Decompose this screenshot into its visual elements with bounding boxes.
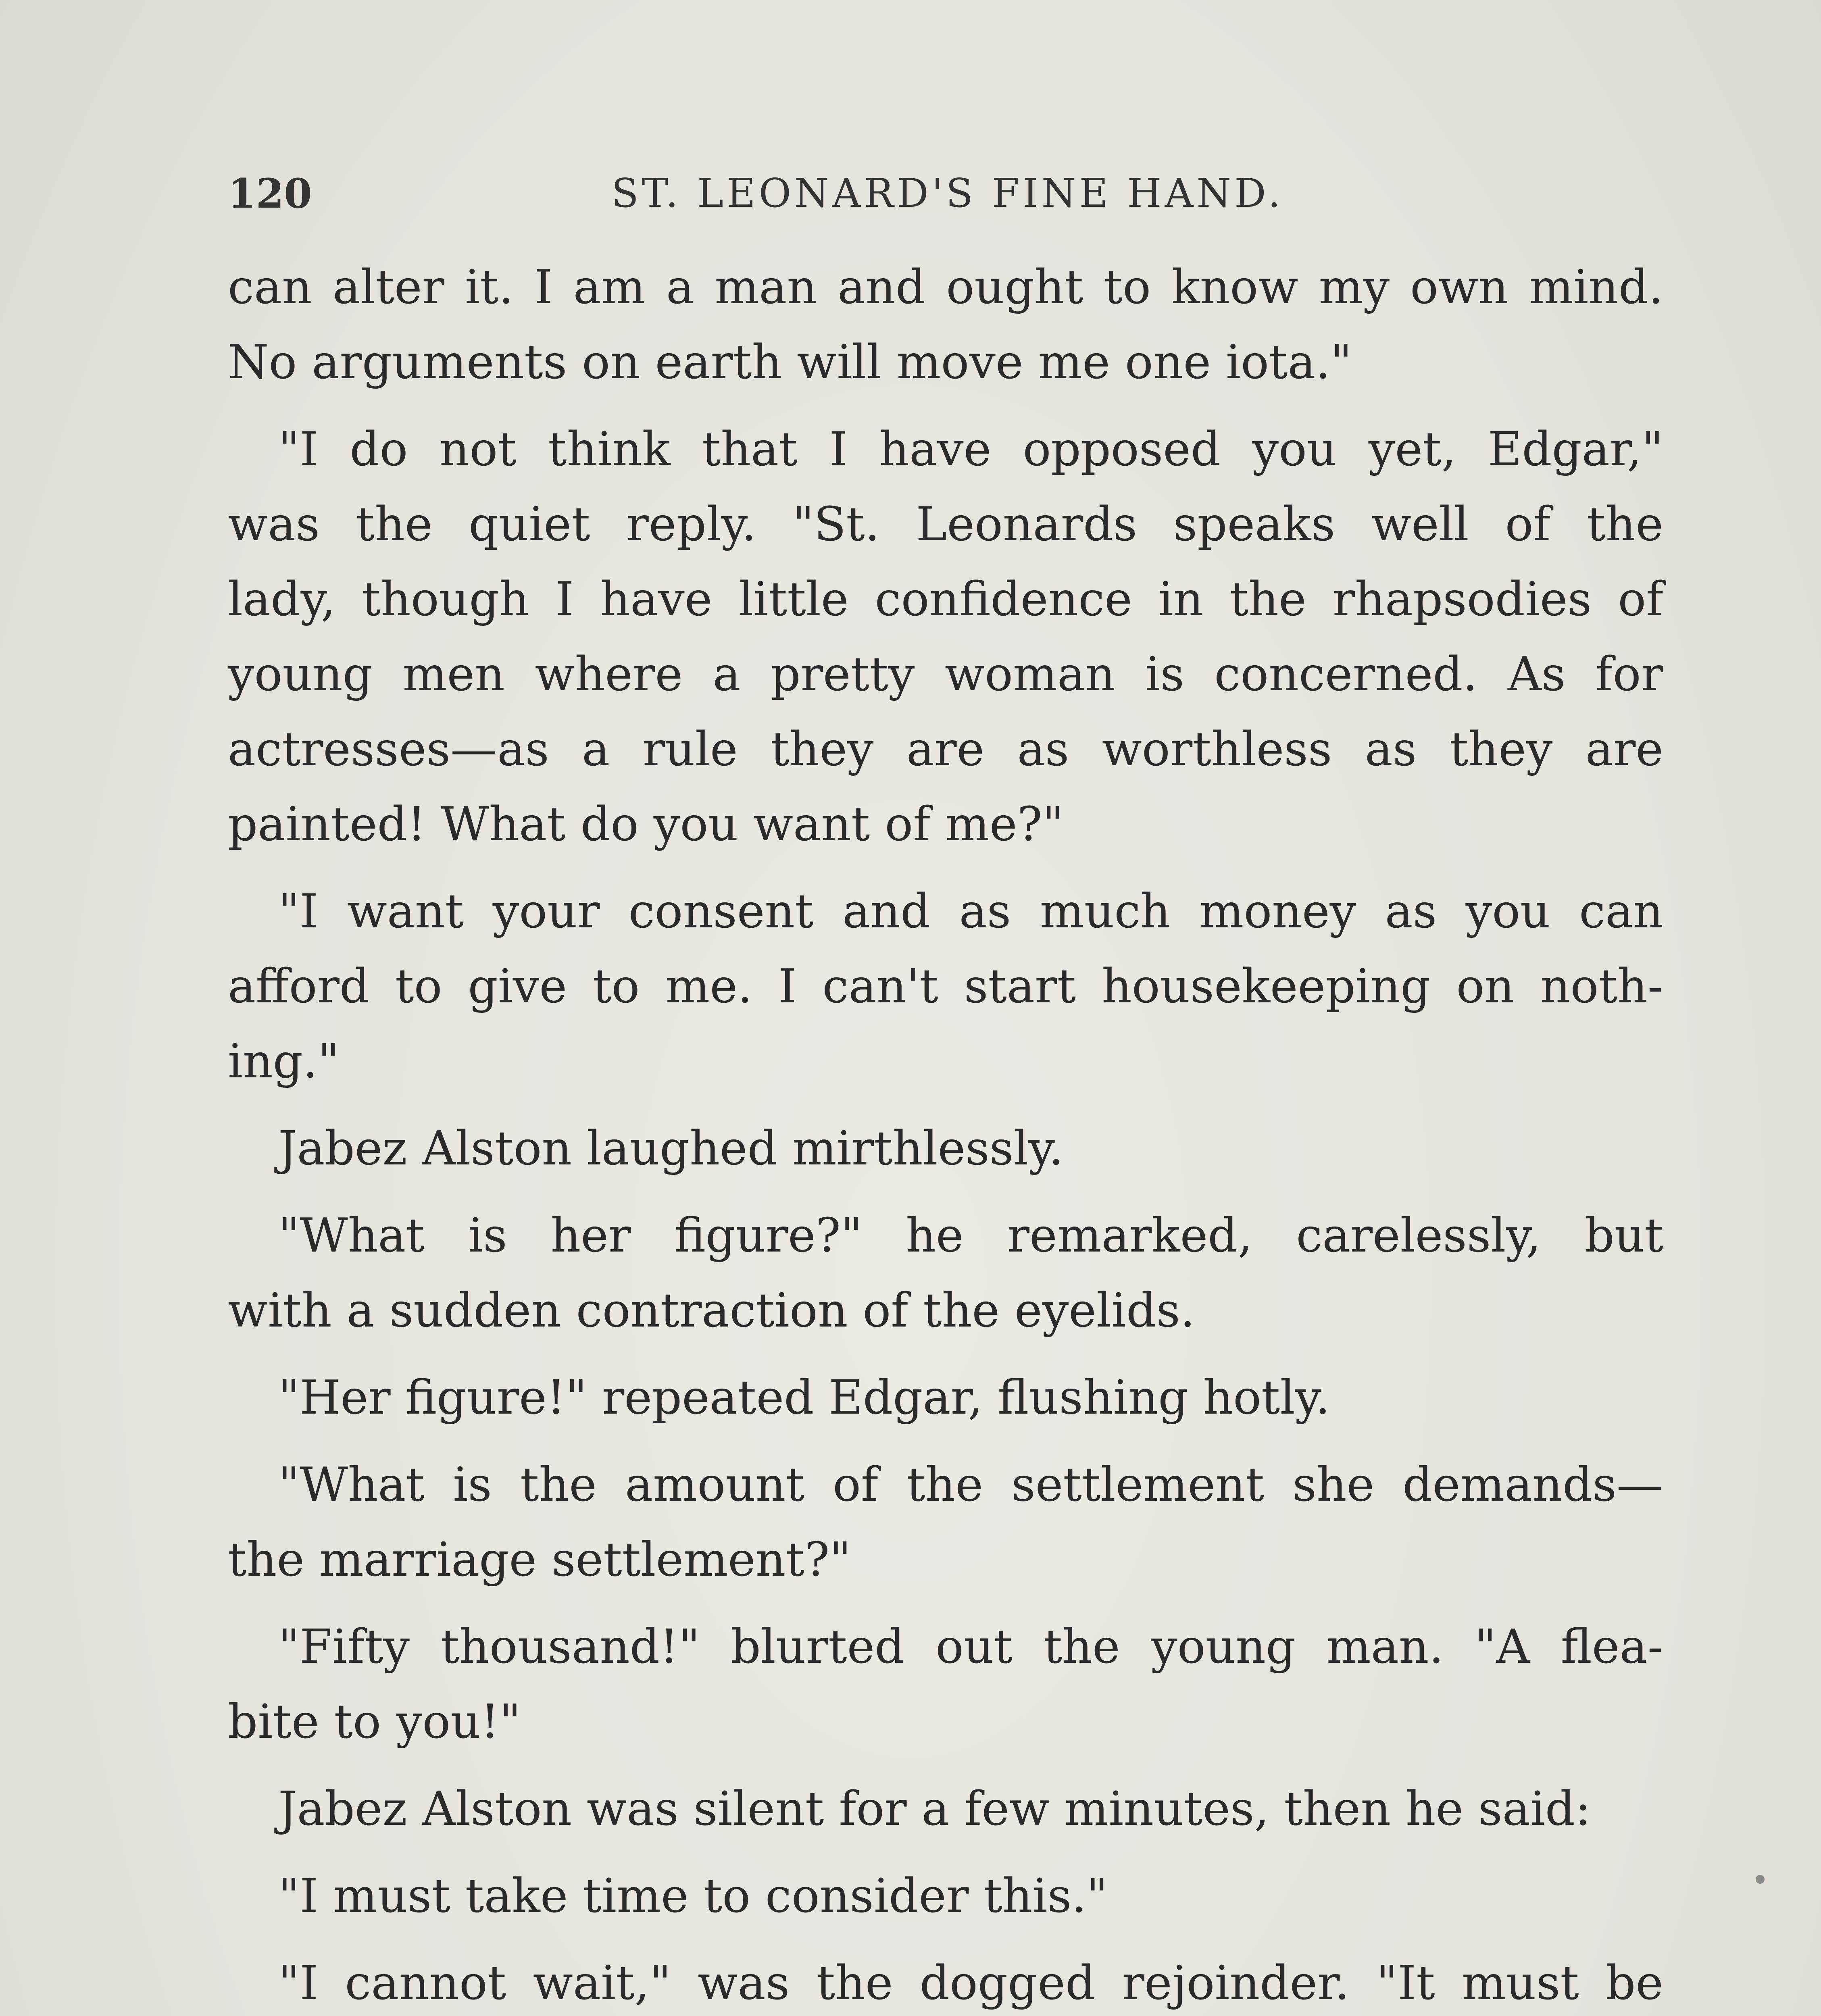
running-title: ST. LEONARD'S FINE HAND.: [611, 171, 1284, 217]
text-line: actresses—as a rule they are as worthless as they are: [228, 722, 1663, 777]
text-line: lady, though I have little confidence in the rhapsodies of: [228, 572, 1663, 627]
text-line: "I must take time to consider this.": [278, 1869, 1108, 1923]
text-line: painted! What do you want of me?": [228, 797, 1064, 852]
text-line: "I cannot wait," was the dogged rejoinder. "It must be: [278, 1956, 1663, 2010]
paragraph: [228, 1447, 1663, 1597]
paragraph: [228, 1610, 1663, 1760]
text-line: "What is her figure?" he remarked, carelessly, but: [278, 1208, 1663, 1263]
text-line: "I want your consent and as much money as you can: [278, 884, 1663, 939]
paragraph: [228, 1198, 1663, 1348]
text-line: young men where a pretty woman is concerned. As for: [228, 647, 1663, 702]
text-line: bite to you!": [228, 1695, 521, 1749]
paper-speck: [1756, 1875, 1765, 1884]
text-line: Jabez Alston laughed mirthlessly.: [278, 1121, 1064, 1176]
paragraph: [228, 874, 1663, 1099]
paragraph: [228, 1859, 1663, 1934]
text-line: "What is the amount of the settlement she demands—: [278, 1458, 1663, 1512]
paragraph: [228, 1946, 1663, 2016]
text-line: Jabez Alston was silent for a few minutes, then he said:: [278, 1782, 1591, 1836]
paragraph: [228, 250, 1663, 400]
body-text: [228, 250, 1663, 2016]
paragraph: [228, 1111, 1663, 1186]
text-line: was the quiet reply. "St. Leonards speaks well of the: [228, 497, 1663, 552]
text-line: "Fifty thousand!" blurted out the young man. "A flea-: [278, 1620, 1663, 1674]
text-line: the marriage settlement?": [228, 1533, 851, 1587]
text-line: with a sudden contraction of the eyelids.: [228, 1283, 1195, 1338]
text-line: ing.": [228, 1034, 340, 1089]
paragraph: [228, 412, 1663, 862]
page-number: 120: [228, 170, 312, 217]
text-line: can alter it. I am a man and ought to know my own mind.: [228, 260, 1663, 314]
paragraph: [228, 1360, 1663, 1435]
text-line: "I do not think that I have opposed you yet, Edgar,": [278, 422, 1663, 477]
paragraph: [228, 1772, 1663, 1847]
text-line: No arguments on earth will move me one iota.": [228, 335, 1352, 389]
text-line: "Her figure!" repeated Edgar, flushing hotly.: [278, 1370, 1330, 1425]
text-line: afford to give to me. I can't start housekeeping on noth-: [228, 959, 1663, 1014]
page-header: [0, 153, 1821, 218]
